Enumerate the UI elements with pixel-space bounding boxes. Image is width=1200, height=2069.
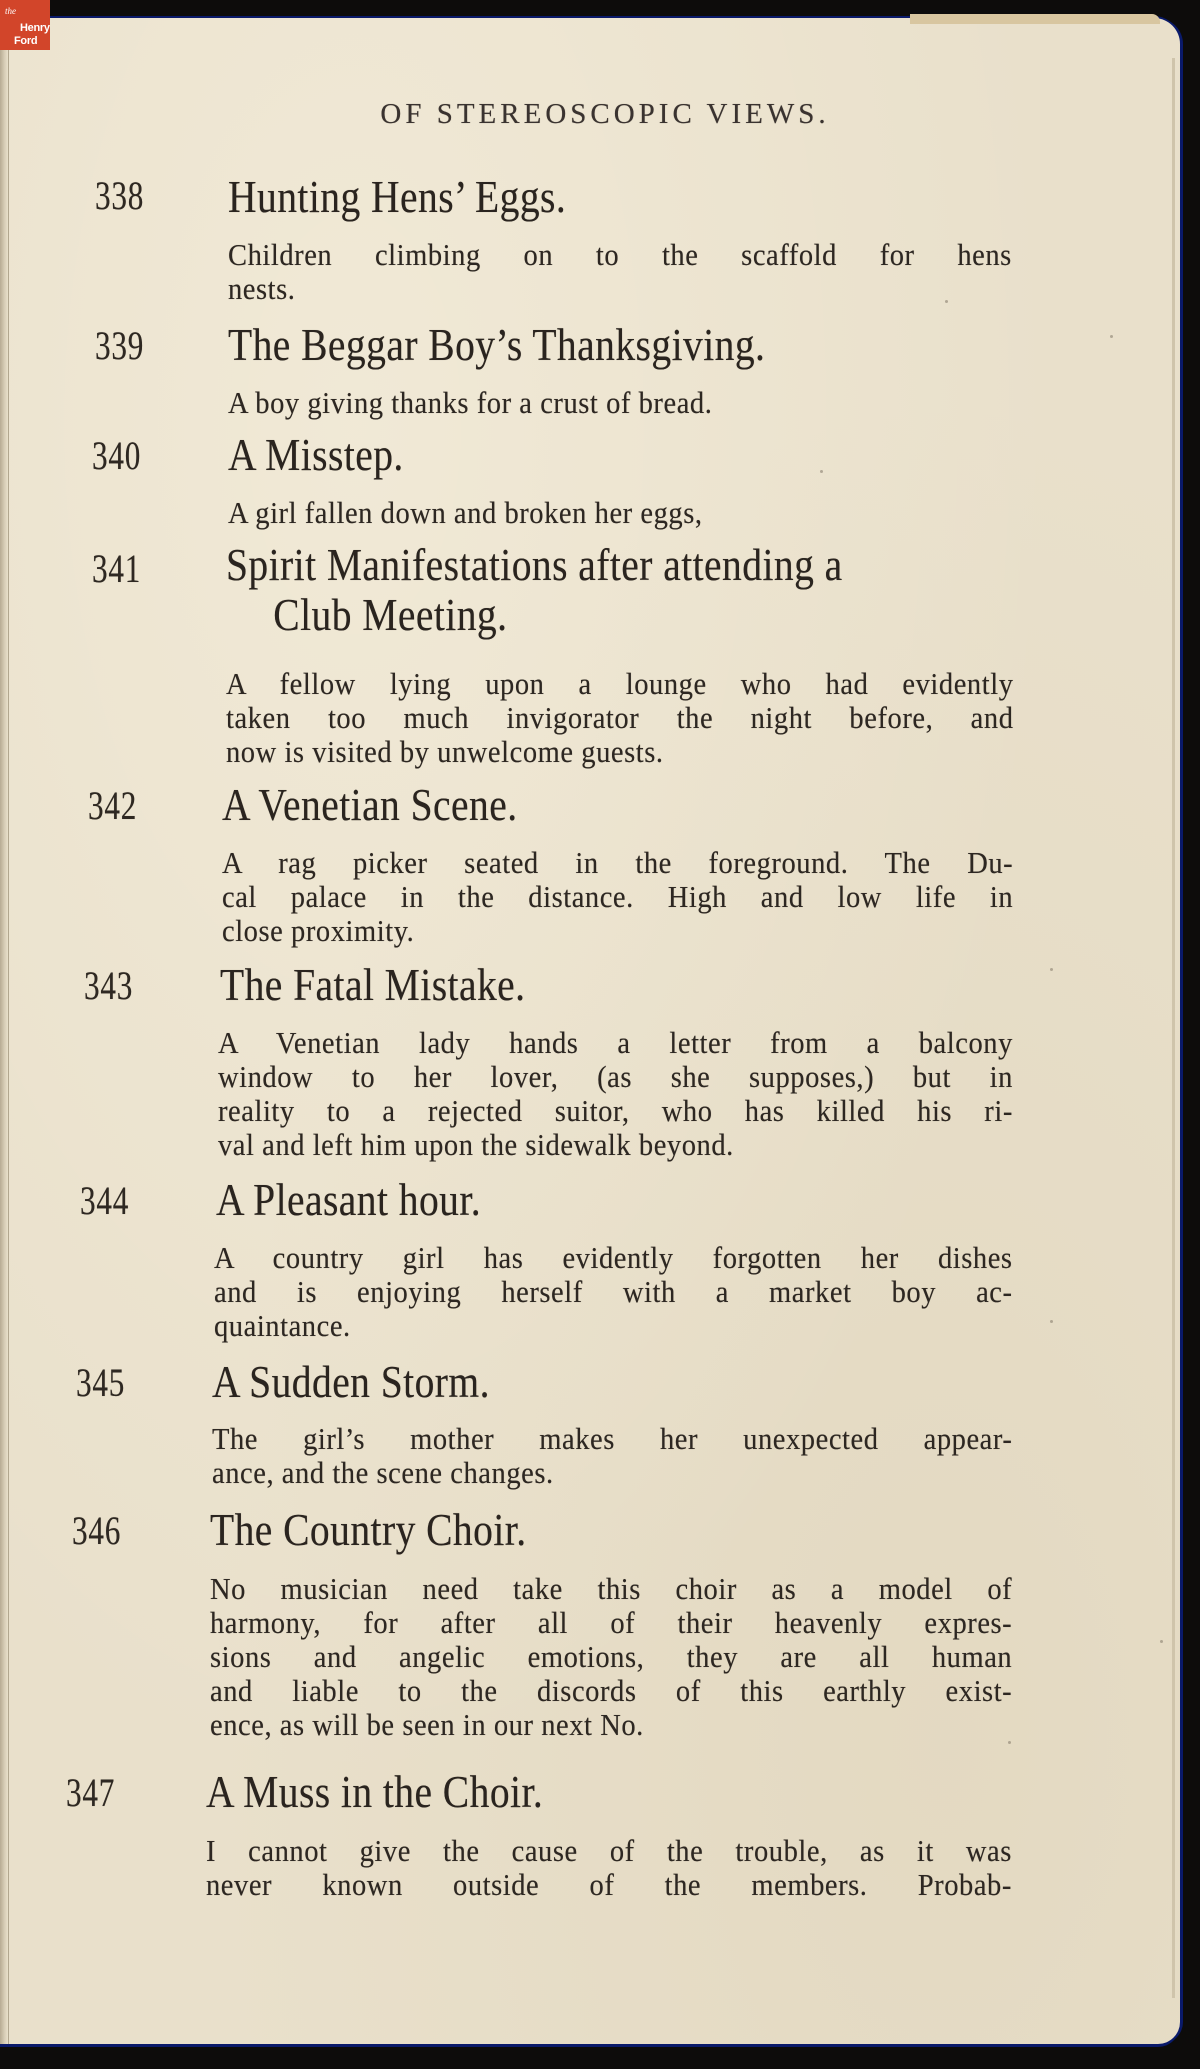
entry-description xyxy=(228,496,1012,530)
description-line: A fellow lying upon a lounge who had evidently xyxy=(226,666,1014,701)
entry-number: 340 xyxy=(92,433,142,478)
entry-description xyxy=(210,1572,1012,1742)
page-edge-tab xyxy=(910,14,1160,24)
entry-title: A Pleasant hour. xyxy=(216,1174,482,1225)
entry-description xyxy=(212,1422,1012,1490)
description-line: and liable to the discords of this earthly exist- xyxy=(210,1673,1013,1708)
description-line: sions and angelic emotions, they are all human xyxy=(210,1639,1013,1674)
entry-description xyxy=(222,846,1013,948)
paper-speck xyxy=(820,470,823,473)
description-line: nests. xyxy=(228,271,296,306)
description-line: taken too much invigorator the night before, and xyxy=(226,700,1014,735)
entry-title: The Country Choir. xyxy=(210,1504,527,1555)
description-line: cal palace in the distance. High and low life in xyxy=(222,879,1014,914)
entry-number: 339 xyxy=(95,323,145,368)
entry-title: A Venetian Scene. xyxy=(222,779,518,830)
description-line: A Venetian lady hands a letter from a balcony xyxy=(218,1025,1013,1060)
description-line: A boy giving thanks for a crust of bread. xyxy=(228,385,713,420)
description-line: ance, and the scene changes. xyxy=(212,1455,554,1490)
description-line: now is visited by unwelcome guests. xyxy=(226,734,664,769)
running-head: OF STEREOSCOPIC VIEWS. xyxy=(380,98,830,130)
entry-title: The Fatal Mistake. xyxy=(220,959,526,1010)
entry-number: 341 xyxy=(92,546,142,591)
entry-title: The Beggar Boy’s Thanksgiving. xyxy=(228,319,766,370)
description-line: and is enjoying herself with a market boy ac- xyxy=(214,1274,1013,1309)
entry-number: 347 xyxy=(66,1770,116,1815)
page-right-edge xyxy=(1172,58,1175,1998)
entry-description xyxy=(226,667,1014,769)
entry-number: 345 xyxy=(76,1360,126,1405)
entry-title: Hunting Hens’ Eggs. xyxy=(228,171,567,222)
paper-speck xyxy=(1160,1640,1163,1643)
description-line: val and left him upon the sidewalk beyond. xyxy=(218,1127,734,1162)
description-line: No musician need take this choir as a model of xyxy=(210,1571,1013,1606)
description-line: The girl’s mother makes her unexpected appear- xyxy=(212,1421,1013,1456)
logo-text-henry: Henry xyxy=(20,22,50,34)
entry-title xyxy=(226,540,1086,640)
description-line: I cannot give the cause of the trouble, as it was xyxy=(206,1833,1012,1868)
paper-speck xyxy=(1050,968,1053,971)
henry-ford-watermark-logo xyxy=(0,0,50,50)
description-line: window to her lover, (as she supposes,) but in xyxy=(218,1059,1013,1094)
paper-speck xyxy=(945,300,948,303)
entry-title: A Misstep. xyxy=(228,429,404,480)
entry-description xyxy=(228,386,1012,420)
description-line: ence, as will be seen in our next No. xyxy=(210,1707,644,1742)
entry-title-line: Spirit Manifestations after attending a xyxy=(226,539,843,590)
description-line: A rag picker seated in the foreground. The Du- xyxy=(222,845,1014,880)
paper-speck xyxy=(1110,335,1113,338)
paper-speck xyxy=(1050,1320,1053,1323)
entry-number: 338 xyxy=(95,173,145,218)
description-line: quaintance. xyxy=(214,1308,351,1343)
entry-number: 346 xyxy=(72,1508,122,1553)
logo-text-the: the xyxy=(5,6,16,16)
entry-number: 344 xyxy=(80,1178,130,1223)
description-line: A country girl has evidently forgotten her dishes xyxy=(214,1240,1013,1275)
entry-number: 342 xyxy=(88,783,138,828)
entry-description xyxy=(218,1026,1013,1162)
description-line: reality to a rejected suitor, who has killed his ri- xyxy=(218,1093,1013,1128)
entry-title: A Muss in the Choir. xyxy=(206,1766,544,1817)
description-line: harmony, for after all of their heavenly expres- xyxy=(210,1605,1013,1640)
entry-number: 343 xyxy=(84,963,134,1008)
logo-text-ford: Ford xyxy=(14,35,38,47)
description-line: never known outside of the members. Probab- xyxy=(206,1867,1012,1902)
paper-speck xyxy=(1008,1741,1011,1744)
entry-description xyxy=(214,1241,1013,1343)
page-binding-edge xyxy=(0,18,9,2044)
entry-title-continued: Club Meeting. xyxy=(273,589,508,640)
description-line: Children climbing on to the scaffold for hens xyxy=(228,237,1012,272)
description-line: A girl fallen down and broken her eggs, xyxy=(228,495,703,530)
entry-description xyxy=(206,1834,1012,1902)
entry-description xyxy=(228,238,1012,306)
description-line: close proximity. xyxy=(222,913,415,948)
entry-title: A Sudden Storm. xyxy=(212,1356,490,1407)
